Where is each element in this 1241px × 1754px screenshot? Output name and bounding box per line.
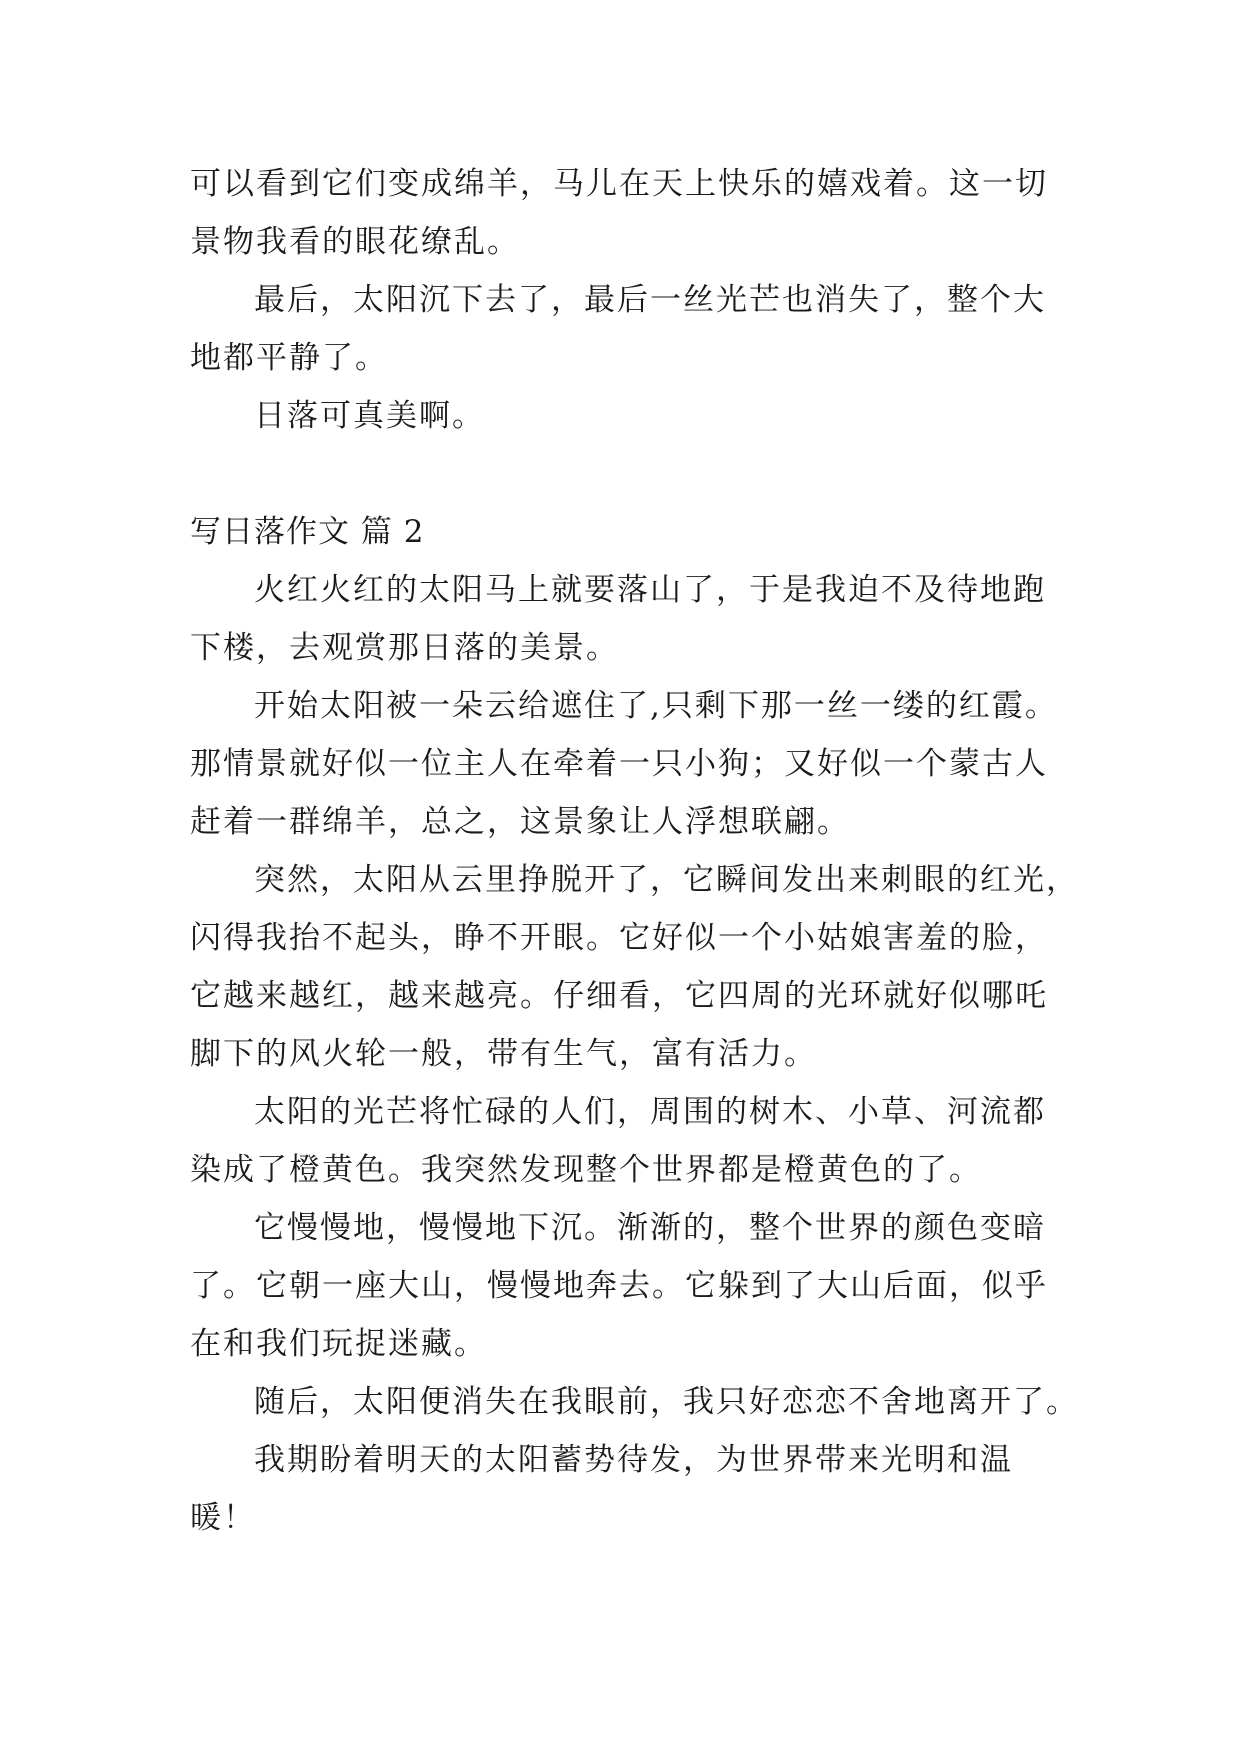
essay-body: [190, 155, 1079, 1547]
paragraph-line: 日落可真美啊。: [254, 398, 485, 434]
paragraph-line: 太阳的光芒将忙碌的人们，周围的树木、小草、河流都: [254, 1094, 1046, 1130]
paragraph-line: 了。它朝一座大山，慢慢地奔去。它躲到了大山后面，似乎: [190, 1268, 1048, 1304]
paragraph-line: 突然，太阳从云里挣脱开了，它瞬间发出来刺眼的红光，: [254, 862, 1079, 898]
section-heading: 写日落作文 篇 2: [190, 514, 425, 550]
paragraph-line: 脚下的风火轮一般，带有生气，富有活力。: [190, 1036, 817, 1072]
paragraph-line: 随后，太阳便消失在我眼前，我只好恋恋不舍地离开了。: [254, 1384, 1079, 1420]
paragraph-line: 地都平静了。: [190, 340, 388, 376]
paragraph-line: 闪得我抬不起头，睁不开眼。它好似一个小姑娘害羞的脸，: [190, 920, 1048, 956]
paragraph-line: 景物我看的眼花缭乱。: [190, 224, 520, 260]
paragraph-line: 在和我们玩捉迷藏。: [190, 1326, 487, 1362]
paragraph-line: 我期盼着明天的太阳蓄势待发，为世界带来光明和温: [254, 1442, 1013, 1478]
paragraph-line: 最后，太阳沉下去了，最后一丝光芒也消失了，整个大: [254, 282, 1046, 318]
paragraph-line: 它越来越红，越来越亮。仔细看，它四周的光环就好似哪吒: [190, 978, 1048, 1014]
paragraph-line: 染成了橙黄色。我突然发现整个世界都是橙黄色的了。: [190, 1152, 982, 1188]
paragraph-line: 开始太阳被一朵云给遮住了,只剩下那一丝一缕的红霞。: [254, 688, 1058, 724]
paragraph-line: 赶着一群绵羊，总之，这景象让人浮想联翩。: [190, 804, 850, 840]
paragraph-line: 下楼，去观赏那日落的美景。: [190, 630, 619, 666]
paragraph-line: 它慢慢地，慢慢地下沉。渐渐的，整个世界的颜色变暗: [254, 1210, 1046, 1246]
paragraph-line: 那情景就好似一位主人在牵着一只小狗；又好似一个蒙古人: [190, 746, 1048, 782]
paragraph-line: 火红火红的太阳马上就要落山了，于是我迫不及待地跑: [254, 572, 1046, 608]
paragraph-line: 暖！: [190, 1500, 256, 1536]
paragraph-line: 可以看到它们变成绵羊，马儿在天上快乐的嬉戏着。这一切: [190, 166, 1048, 202]
